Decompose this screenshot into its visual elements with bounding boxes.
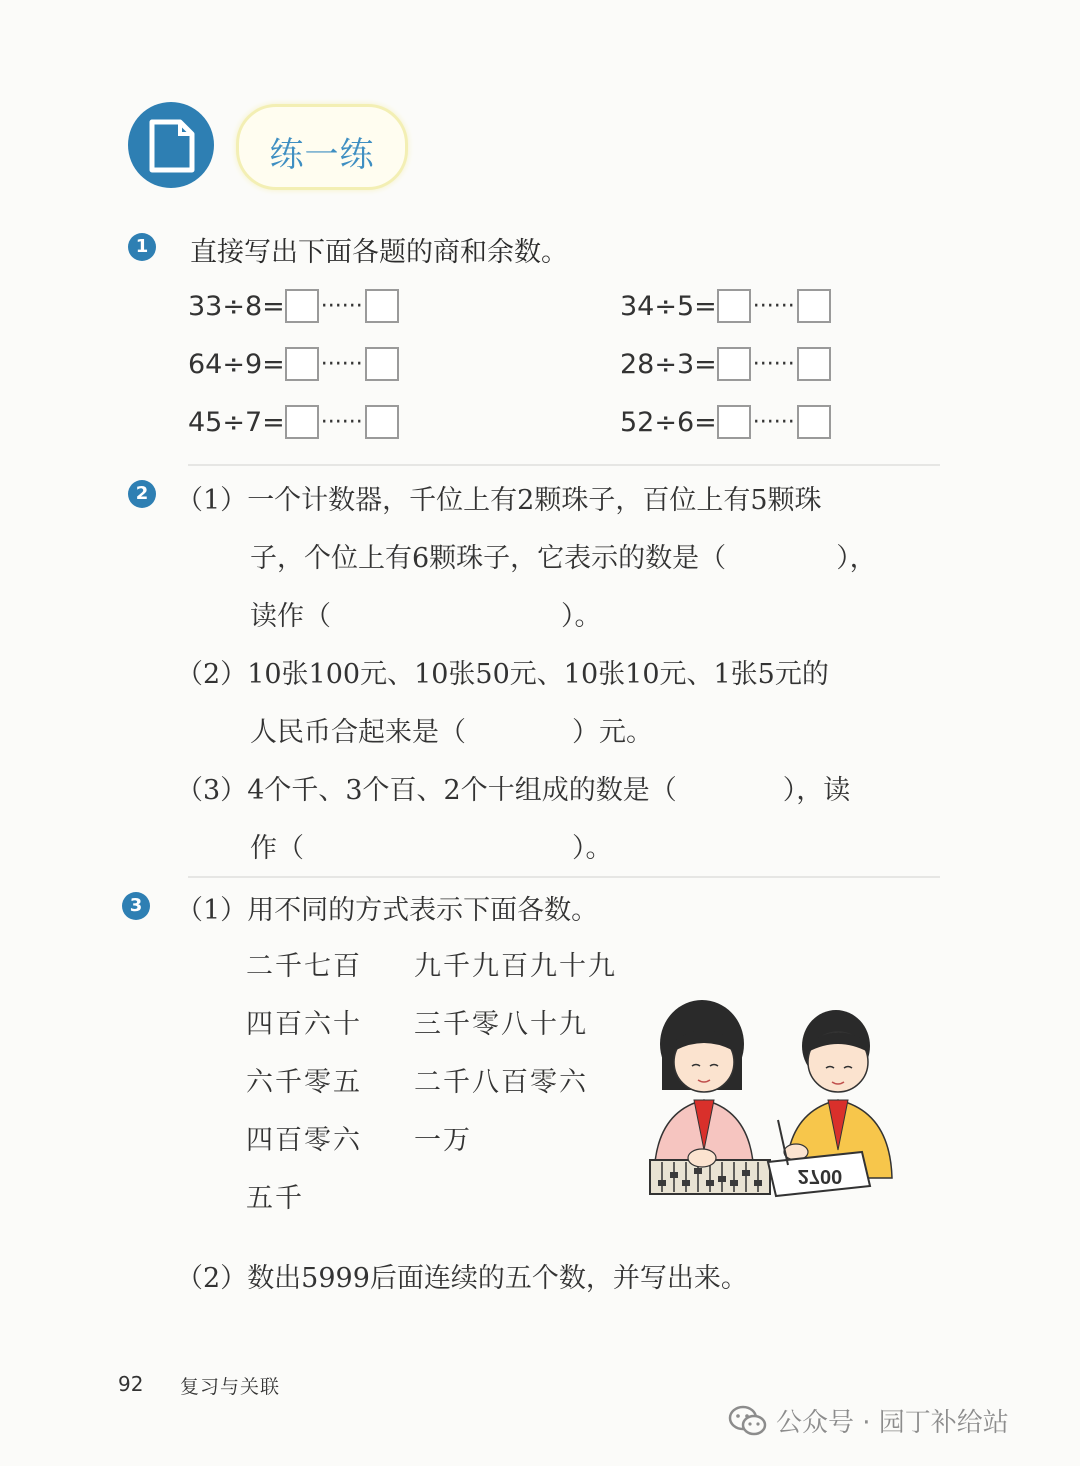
part-text: 数出5999后面连续的五个数，并写出来。 [247,1263,748,1294]
remainder-dots: ······ [752,293,795,319]
section-title: 复习与关联 [180,1376,281,1398]
part-text: 人民币合起来是（ [250,717,466,748]
division-problem [188,288,399,324]
wechat-icon [728,1405,768,1437]
question-2-part-1-line-2 [250,536,877,575]
part-text: ），读 [782,775,851,806]
section-divider [188,876,940,878]
number-word: 四百六十 [246,1009,362,1040]
remainder-box[interactable] [797,347,831,381]
watermark [728,1402,1009,1439]
remainder-box[interactable] [797,405,831,439]
watermark-text: 公众号 · 园丁补给站 [776,1408,1009,1438]
question-2-part-2-line-1 [176,652,829,691]
remainder-dots: ······ [320,351,363,377]
remainder-box[interactable] [365,289,399,323]
part-text: ）。 [572,833,613,864]
part-text: 用不同的方式表示下面各数。 [247,895,599,926]
document-icon [146,118,198,174]
part-label: （2） [176,659,248,690]
part-text: 一个计数器，千位上有2颗珠子，百位上有5颗珠 [247,485,822,516]
remainder-box[interactable] [365,405,399,439]
quotient-box[interactable] [717,289,751,323]
division-expression: 52÷6= [620,406,717,438]
remainder-dots: ······ [320,293,363,319]
number-word: 三千零八十九 [414,1009,588,1040]
question-2-part-1-line-1 [176,478,822,517]
quotient-box[interactable] [717,405,751,439]
part-label: （2） [176,1263,248,1294]
question-2-number: 2 [128,480,156,508]
part-text: ）。 [561,601,602,632]
part-text: ）， [836,543,877,574]
title-pill [236,104,408,190]
division-expression: 28÷3= [620,348,717,380]
paper-number: 2700 [797,1165,843,1187]
question-1-number: 1 [128,233,156,261]
part-text: 子，个位上有6颗珠子，它表示的数是（ [250,543,727,574]
part-label: （3） [176,775,248,806]
page-title: 练一练 [269,135,375,175]
part-text: 4个千、3个百、2个十组成的数是（ [247,775,677,806]
division-problem [188,404,399,440]
quotient-box[interactable] [285,289,319,323]
question-2-part-2-line-2 [250,710,653,749]
section-divider [188,464,940,466]
exercise-badge [128,102,214,188]
remainder-dots: ······ [752,351,795,377]
division-expression: 45÷7= [188,406,285,438]
division-problem [620,404,831,440]
division-expression: 33÷8= [188,290,285,322]
number-word: 四百零六 [246,1125,362,1156]
question-1-prompt: 直接写出下面各题的商和余数。 [190,237,568,268]
number-word: 一万 [414,1125,472,1156]
division-expression: 34÷5= [620,290,717,322]
number-word: 二千八百零六 [414,1067,588,1098]
part-label: （1） [176,485,248,516]
number-word: 二千七百 [246,951,362,982]
question-2-part-1-line-3 [250,594,602,633]
part-text: 10张100元、10张50元、10张10元、1张5元的 [247,659,829,690]
children-illustration [640,1000,930,1210]
part-text: 读作（ [250,601,331,632]
remainder-box[interactable] [797,289,831,323]
number-word: 六千零五 [246,1067,362,1098]
number-word: 五千 [246,1183,304,1214]
part-text: ）元。 [572,717,653,748]
remainder-box[interactable] [365,347,399,381]
question-3-part-2 [176,1256,748,1295]
remainder-dots: ······ [752,409,795,435]
remainder-dots: ······ [320,409,363,435]
part-text: 作（ [250,833,304,864]
question-3-part-1 [176,888,598,927]
quotient-box[interactable] [285,347,319,381]
part-label: （1） [176,895,248,926]
question-3-number: 3 [122,892,150,920]
division-problem [620,288,831,324]
question-2-part-3-line-2 [250,826,613,865]
division-expression: 64÷9= [188,348,285,380]
number-word: 九千九百九十九 [414,951,617,982]
question-2-part-3-line-1 [176,768,850,807]
quotient-box[interactable] [717,347,751,381]
quotient-box[interactable] [285,405,319,439]
division-problem [188,346,399,382]
page-number: 92 [118,1372,144,1396]
division-problem [620,346,831,382]
